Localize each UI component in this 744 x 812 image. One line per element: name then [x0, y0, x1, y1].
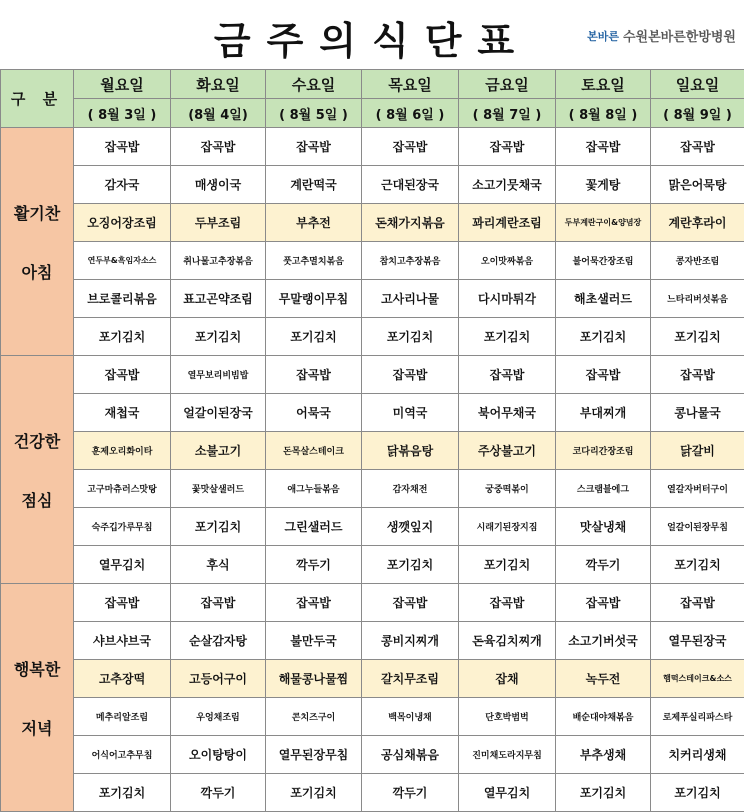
- menu-item: 순살감자탕: [171, 622, 266, 660]
- day-name: 일요일: [651, 70, 744, 99]
- menu-item: 깍두기: [266, 546, 362, 584]
- menu-item: 두부계란구이&양념장: [556, 204, 651, 242]
- menu-body: [1, 128, 744, 812]
- menu-row: [1, 394, 744, 432]
- menu-item: 포기김치: [556, 774, 651, 812]
- menu-item: 메추리알조림: [74, 698, 171, 736]
- menu-row: [1, 204, 744, 242]
- menu-item: 녹두전: [556, 660, 651, 698]
- menu-item: 포기김치: [651, 774, 744, 812]
- menu-item: 포기김치: [74, 318, 171, 356]
- menu-item: 감자국: [74, 166, 171, 204]
- menu-item: 근대된장국: [362, 166, 459, 204]
- meal-label-line2: 저녁: [22, 719, 53, 738]
- day-name: 금요일: [459, 70, 556, 99]
- menu-item: 잡곡밥: [651, 584, 744, 622]
- menu-item: 잡곡밥: [362, 584, 459, 622]
- menu-item: 미역국: [362, 394, 459, 432]
- category-header: 구 분: [1, 70, 74, 128]
- menu-row: [1, 736, 744, 774]
- menu-item: 잡곡밥: [556, 356, 651, 394]
- day-name: 목요일: [362, 70, 459, 99]
- menu-row: [1, 774, 744, 812]
- menu-item: 잡곡밥: [74, 584, 171, 622]
- menu-item: 공심채볶음: [362, 736, 459, 774]
- menu-item: 잡곡밥: [74, 128, 171, 166]
- menu-row: [1, 622, 744, 660]
- menu-item: 단호박범벅: [459, 698, 556, 736]
- menu-item: 꽃맛살샐러드: [171, 470, 266, 508]
- menu-item: 잡곡밥: [651, 356, 744, 394]
- day-date: ( 8월 9일 ): [651, 99, 744, 128]
- menu-item: 그린샐러드: [266, 508, 362, 546]
- menu-row: [1, 356, 744, 394]
- menu-item: 잡곡밥: [171, 128, 266, 166]
- menu-item: 참치고추장볶음: [362, 242, 459, 280]
- menu-item: 애그누들볶음: [266, 470, 362, 508]
- menu-item: 꽈리계란조림: [459, 204, 556, 242]
- menu-item: 소고기뭇채국: [459, 166, 556, 204]
- menu-item: 부대찌개: [556, 394, 651, 432]
- menu-table: [0, 69, 744, 812]
- menu-item: 어식어고추무침: [74, 736, 171, 774]
- menu-item: 감자채전: [362, 470, 459, 508]
- logo-mark: 본바른: [587, 28, 619, 44]
- menu-row: [1, 318, 744, 356]
- menu-item: 계란떡국: [266, 166, 362, 204]
- menu-item: 포기김치: [459, 546, 556, 584]
- menu-item: 포기김치: [266, 774, 362, 812]
- menu-item: 포기김치: [362, 546, 459, 584]
- menu-item: 재첩국: [74, 394, 171, 432]
- menu-row: [1, 166, 744, 204]
- menu-item: 포기김치: [171, 508, 266, 546]
- menu-item: 포기김치: [459, 318, 556, 356]
- menu-item: 불어묵간장조림: [556, 242, 651, 280]
- menu-row: [1, 546, 744, 584]
- menu-item: 백목이냉채: [362, 698, 459, 736]
- menu-item: 고추장떡: [74, 660, 171, 698]
- menu-item: 해초샐러드: [556, 280, 651, 318]
- menu-item: 연두부&흑임자소스: [74, 242, 171, 280]
- day-name: 토요일: [556, 70, 651, 99]
- menu-item: 오이맛짜볶음: [459, 242, 556, 280]
- menu-item: 불만두국: [266, 622, 362, 660]
- menu-item: 소고기버섯국: [556, 622, 651, 660]
- menu-item: 잡곡밥: [459, 356, 556, 394]
- menu-item: 포기김치: [266, 318, 362, 356]
- menu-item: 열갈자버터구이: [651, 470, 744, 508]
- hospital-logo: [587, 26, 736, 45]
- menu-item: 닭갈비: [651, 432, 744, 470]
- menu-item: 숙주깁가루무침: [74, 508, 171, 546]
- menu-row: [1, 584, 744, 622]
- menu-item: 포기김치: [556, 318, 651, 356]
- menu-item: 코다리간장조림: [556, 432, 651, 470]
- header: [0, 0, 744, 69]
- menu-item: 열무김치: [459, 774, 556, 812]
- menu-item: 잡곡밥: [651, 128, 744, 166]
- menu-item: 갈치무조림: [362, 660, 459, 698]
- menu-item: 잡곡밥: [556, 128, 651, 166]
- menu-item: 콩비지찌개: [362, 622, 459, 660]
- menu-item: 우엉채조림: [171, 698, 266, 736]
- meal-label-line2: 점심: [22, 491, 53, 510]
- menu-item: 꽃게탕: [556, 166, 651, 204]
- menu-item: 잡곡밥: [266, 584, 362, 622]
- menu-item: 열무된장국: [651, 622, 744, 660]
- menu-item: 치커리생채: [651, 736, 744, 774]
- meal-label: [1, 356, 74, 584]
- menu-item: 주상불고기: [459, 432, 556, 470]
- menu-row: [1, 242, 744, 280]
- meal-label-line1: 활기찬: [1, 201, 73, 224]
- menu-item: 얼갈이된장국: [171, 394, 266, 432]
- menu-item: 콩나물국: [651, 394, 744, 432]
- menu-item: 얼갈이된장무침: [651, 508, 744, 546]
- menu-item: 돈육김치찌개: [459, 622, 556, 660]
- menu-item: 부추생채: [556, 736, 651, 774]
- day-date: (8월 4일): [171, 99, 266, 128]
- menu-row: [1, 432, 744, 470]
- menu-item: 로제푸실리파스타: [651, 698, 744, 736]
- menu-item: 잡곡밥: [74, 356, 171, 394]
- menu-item: 훈제오리화이타: [74, 432, 171, 470]
- menu-item: 포기김치: [171, 318, 266, 356]
- menu-item: 햄떡스테이크&소스: [651, 660, 744, 698]
- day-date: ( 8월 5일 ): [266, 99, 362, 128]
- menu-item: 열무보리비빔밥: [171, 356, 266, 394]
- menu-item: 배순대야채볶음: [556, 698, 651, 736]
- menu-item: 샤브샤브국: [74, 622, 171, 660]
- menu-item: 다시마튀각: [459, 280, 556, 318]
- menu-item: 궁중떡볶이: [459, 470, 556, 508]
- date-header-row: [1, 99, 744, 128]
- day-name: 화요일: [171, 70, 266, 99]
- menu-row: [1, 280, 744, 318]
- menu-item: 잡곡밥: [266, 128, 362, 166]
- menu-item: 잡곡밥: [459, 584, 556, 622]
- menu-item: 오이탕탕이: [171, 736, 266, 774]
- menu-item: 계란후라이: [651, 204, 744, 242]
- menu-item: 잡곡밥: [266, 356, 362, 394]
- menu-item: 진미채도라지무침: [459, 736, 556, 774]
- day-date: ( 8월 3일 ): [74, 99, 171, 128]
- menu-item: 소불고기: [171, 432, 266, 470]
- menu-item: 취나물고추장볶음: [171, 242, 266, 280]
- menu-item: 브로콜리볶음: [74, 280, 171, 318]
- menu-item: 고등어구이: [171, 660, 266, 698]
- menu-item: 맑은어묵탕: [651, 166, 744, 204]
- menu-item: 매생이국: [171, 166, 266, 204]
- menu-item: 후식: [171, 546, 266, 584]
- menu-row: [1, 128, 744, 166]
- day-date: ( 8월 8일 ): [556, 99, 651, 128]
- menu-item: 시래기된장지짐: [459, 508, 556, 546]
- menu-item: 무말랭이무침: [266, 280, 362, 318]
- day-name: 수요일: [266, 70, 362, 99]
- meal-label-line1: 행복한: [1, 657, 73, 680]
- menu-item: 표고곤약조림: [171, 280, 266, 318]
- menu-item: 고구마츄러스맛탕: [74, 470, 171, 508]
- menu-item: 맛살냉채: [556, 508, 651, 546]
- menu-item: 돈목살스테이크: [266, 432, 362, 470]
- menu-row: [1, 660, 744, 698]
- menu-item: 잡곡밥: [362, 128, 459, 166]
- menu-row: [1, 508, 744, 546]
- day-name: 월요일: [74, 70, 171, 99]
- menu-item: 포기김치: [651, 318, 744, 356]
- menu-item: 깍두기: [362, 774, 459, 812]
- menu-row: [1, 698, 744, 736]
- menu-item: 북어무채국: [459, 394, 556, 432]
- meal-label: [1, 584, 74, 812]
- day-date: ( 8월 7일 ): [459, 99, 556, 128]
- menu-item: 잡곡밥: [459, 128, 556, 166]
- menu-item: 어묵국: [266, 394, 362, 432]
- menu-item: 생깻잎지: [362, 508, 459, 546]
- menu-item: 느타리버섯볶음: [651, 280, 744, 318]
- menu-item: 열무된장무침: [266, 736, 362, 774]
- menu-item: 잡곡밥: [171, 584, 266, 622]
- page-title: 금주의식단표: [0, 10, 744, 65]
- day-date: ( 8월 6일 ): [362, 99, 459, 128]
- menu-item: 깍두기: [556, 546, 651, 584]
- menu-item: 오징어장조림: [74, 204, 171, 242]
- menu-item: 부추전: [266, 204, 362, 242]
- menu-item: 닭볶음탕: [362, 432, 459, 470]
- menu-item: 콘치즈구이: [266, 698, 362, 736]
- menu-item: 풋고추멸치볶음: [266, 242, 362, 280]
- menu-item: 스크램블에그: [556, 470, 651, 508]
- menu-item: 해물콩나물찜: [266, 660, 362, 698]
- menu-item: 포기김치: [651, 546, 744, 584]
- logo-text: 수원본바른한방병원: [623, 26, 736, 45]
- meal-label: [1, 128, 74, 356]
- menu-item: 잡곡밥: [362, 356, 459, 394]
- menu-item: 돈채가지볶음: [362, 204, 459, 242]
- meal-label-line2: 아침: [22, 263, 53, 282]
- menu-item: 열무김치: [74, 546, 171, 584]
- menu-item: 깍두기: [171, 774, 266, 812]
- menu-item: 두부조림: [171, 204, 266, 242]
- menu-row: [1, 470, 744, 508]
- menu-item: 잡채: [459, 660, 556, 698]
- menu-item: 콩자반조림: [651, 242, 744, 280]
- menu-item: 포기김치: [362, 318, 459, 356]
- menu-item: 고사리나물: [362, 280, 459, 318]
- meal-label-line1: 건강한: [1, 429, 73, 452]
- day-header-row: [1, 70, 744, 99]
- menu-item: 포기김치: [74, 774, 171, 812]
- menu-item: 잡곡밥: [556, 584, 651, 622]
